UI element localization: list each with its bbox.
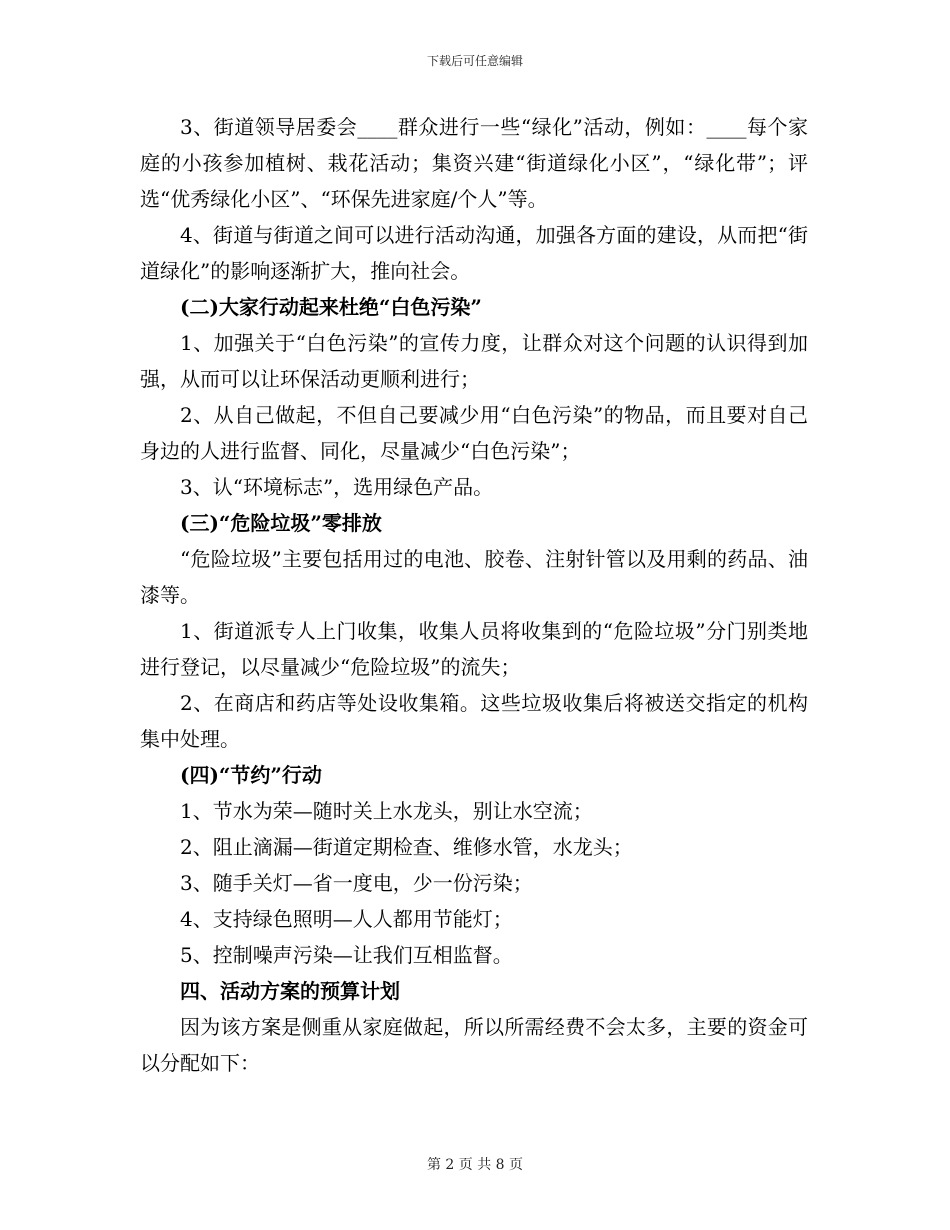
- paragraph: 4、支持绿色照明—人人都用节能灯；: [180, 907, 513, 931]
- paragraph: “危险垃圾”主要包括用过的电池、胶卷、注射针管以及用剩的药品、油漆等。: [140, 547, 808, 607]
- document-body: [140, 109, 808, 1081]
- paragraph: 2、从自己做起，不但自己要减少用“白色污染”的物品，而且要对自己身边的人进行监督、同化，尽量减少“白色污染”；: [140, 403, 808, 463]
- section-heading: (三)“危险垃圾”零排放: [180, 511, 382, 535]
- paragraph: 3、认“环境标志”，选用绿色产品。: [180, 475, 494, 499]
- section-heading: 四、活动方案的预算计划: [180, 979, 400, 1003]
- paragraph: 2、在商店和药店等处设收集箱。这些垃圾收集后将被送交指定的机构集中处理。: [140, 691, 808, 751]
- paragraph: 1、加强关于“白色污染”的宣传力度，让群众对这个问题的认识得到加强，从而可以让环保活动更顺利进行；: [140, 331, 808, 391]
- section-heading: (二)大家行动起来杜绝“白色污染”: [180, 295, 482, 319]
- paragraph: 5、控制噪声污染—让我们互相监督。: [180, 943, 513, 967]
- page-footer: 第 2 页 共 8 页: [426, 1157, 524, 1173]
- paragraph: 1、节水为荣—随时关上水龙头，别让水空流；: [180, 799, 593, 823]
- paragraph: 因为该方案是侧重从家庭做起，所以所需经费不会太多，主要的资金可以分配如下：: [140, 1015, 808, 1075]
- page-header: 下载后可任意编辑: [426, 54, 523, 68]
- section-heading: (四)“节约”行动: [180, 763, 322, 787]
- paragraph: 1、街道派专人上门收集，收集人员将收集到的“危险垃圾”分门别类地进行登记，以尽量减少“危险垃圾”的流失；: [140, 619, 808, 679]
- paragraph: 4、街道与街道之间可以进行活动沟通，加强各方面的建设，从而把“街道绿化”的影响逐渐扩大，推向社会。: [140, 223, 808, 283]
- paragraph: 3、随手关灯—省一度电，少一份污染；: [180, 871, 533, 895]
- paragraph: 2、阻止滴漏—街道定期检查、维修水管，水龙头；: [180, 835, 633, 859]
- paragraph: 3、街道领导居委会____群众进行一些“绿化”活动，例如：____每个家庭的小孩参加植树、栽花活动；集资兴建“街道绿化小区”，“绿化带”；评选“优秀绿化小区”、“环保先进家庭/个人”等。: [140, 115, 808, 211]
